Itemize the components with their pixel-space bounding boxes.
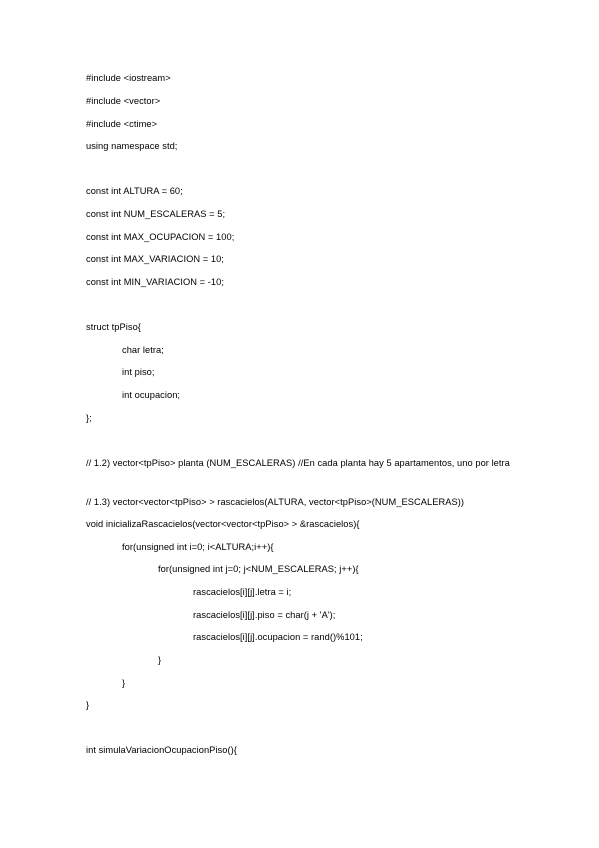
code-line: } [122,678,126,688]
code-comment: // 1.2) vector<tpPiso> planta (NUM_ESCALERAS) //En cada planta hay 5 apartamentos, uno por letra [86,458,510,468]
code-line: rascacielos[i][j].ocupacion = rand()%101; [193,632,363,642]
code-line: rascacielos[i][j].piso = char(j + 'A'); [193,610,336,620]
code-line: int simulaVariacionOcupacionPiso(){ [86,745,237,755]
code-line: int piso; [122,367,155,377]
code-line: const int NUM_ESCALERAS = 5; [86,209,226,219]
code-line: char letra; [122,345,164,355]
code-line: for(unsigned int j=0; j<NUM_ESCALERAS; j++){ [158,564,359,574]
code-line: #include <ctime> [86,119,158,129]
code-line: const int ALTURA = 60; [86,186,183,196]
code-line: rascacielos[i][j].letra = i; [193,587,292,597]
code-line: #include <vector> [86,96,161,106]
code-line: } [86,700,90,710]
code-line: const int MIN_VARIACION = -10; [86,277,224,287]
code-line: }; [86,413,92,423]
code-comment: // 1.3) vector<vector<tpPiso> > rascacielos(ALTURA, vector<tpPiso>(NUM_ESCALERAS)) [86,497,465,507]
code-line: void inicializaRascacielos(vector<vector<tpPiso> > &rascacielos){ [86,519,360,529]
code-line: #include <iostream> [86,73,171,83]
code-line: for(unsigned int i=0; i<ALTURA;i++){ [122,542,274,552]
code-line: const int MAX_VARIACION = 10; [86,254,224,264]
code-line: const int MAX_OCUPACION = 100; [86,232,235,242]
code-line: using namespace std; [86,141,178,151]
code-line: struct tpPiso{ [86,322,141,332]
code-line: } [158,655,162,665]
code-line: int ocupacion; [122,390,181,400]
